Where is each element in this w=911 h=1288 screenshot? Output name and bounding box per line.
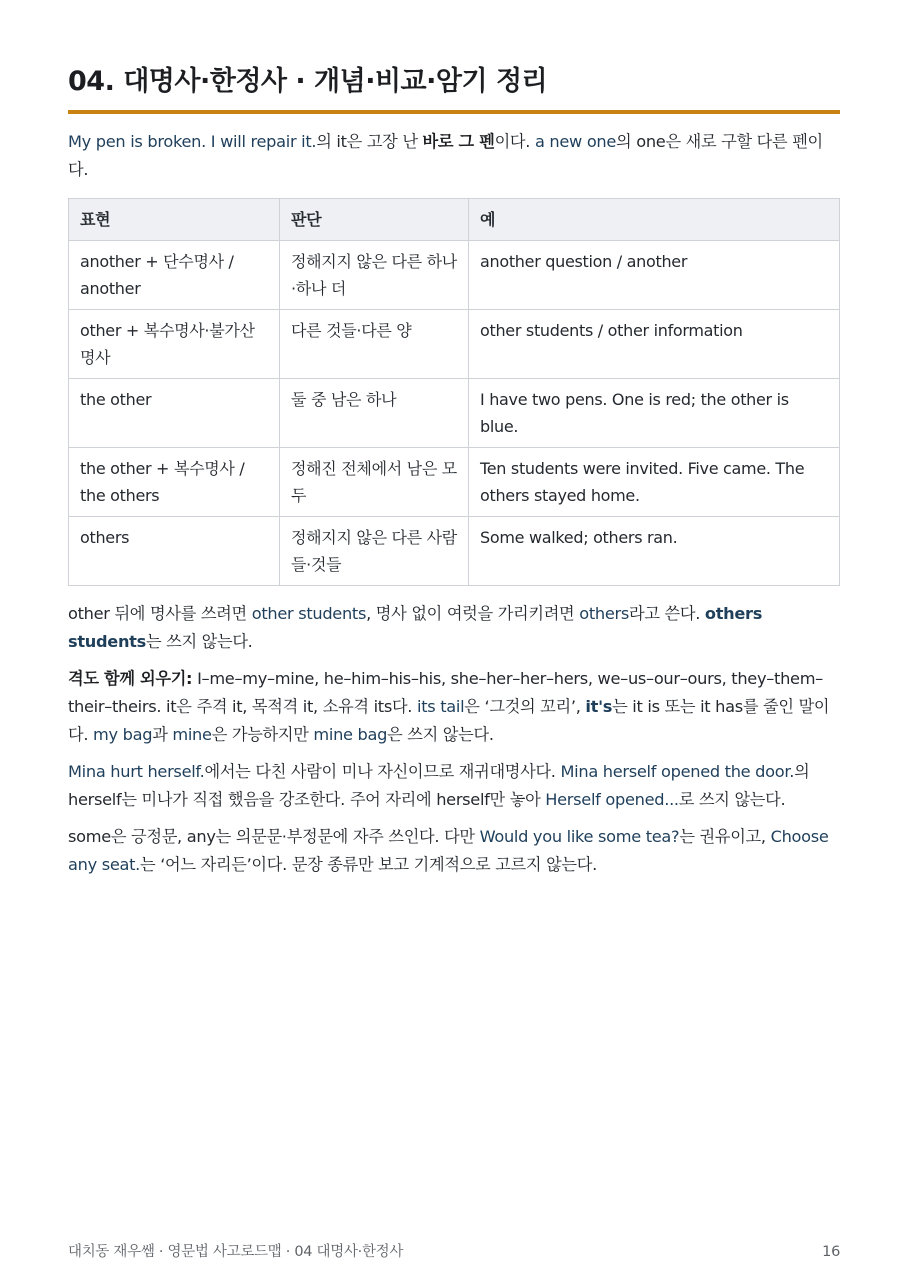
comparison-table — [68, 198, 840, 586]
example-sentence: Would you like some tea? — [479, 826, 680, 846]
column-header: 판단 — [280, 199, 469, 241]
intro-paragraph — [68, 128, 840, 184]
text: 과 — [152, 724, 173, 744]
table-cell: 둘 중 남은 하나 — [280, 378, 469, 447]
example-phrase: other students — [251, 603, 367, 623]
example-phrase: mine bag — [313, 724, 388, 744]
example-sentence: Mina hurt herself. — [68, 761, 205, 781]
table-cell: I have two pens. One is red; the other is blue. — [469, 378, 840, 447]
some-any-paragraph — [68, 823, 840, 879]
text: , 명사 없이 여럿을 가리키려면 — [366, 603, 580, 623]
text: 라고 쓴다. — [629, 603, 705, 623]
table-cell: other students / other information — [469, 309, 840, 378]
table-cell: another + 단수명사 / another — [69, 240, 280, 309]
footer-text: 대치동 재우쌤 · 영문법 사고로드맵 · 04 대명사·한정사 — [68, 1244, 404, 1260]
text: 은 쓰지 않는다. — [387, 724, 494, 744]
bold-term: 바로 그 펜 — [422, 132, 495, 151]
example-phrase: others — [579, 603, 629, 623]
reflexive-paragraph — [68, 758, 840, 814]
table-cell: the other + 복수명사 / the others — [69, 447, 280, 516]
table-cell: 정해진 전체에서 남은 모두 — [280, 447, 469, 516]
example-sentence: Mina herself opened the door. — [560, 761, 795, 781]
text: 의 one은 새로 구할 다른 펜이다. — [68, 132, 823, 179]
page-footer — [68, 1240, 840, 1264]
table-row — [69, 447, 840, 516]
page-title: 04. 대명사·한정사 · 개념·비교·암기 정리 — [68, 62, 840, 114]
bold-label: 격도 함께 외우기: — [68, 668, 193, 688]
table-row — [69, 378, 840, 447]
table-cell: other + 복수명사·불가산명사 — [69, 309, 280, 378]
other-others-paragraph — [68, 600, 840, 656]
table-cell: 다른 것들·다른 양 — [280, 309, 469, 378]
text: 는 ‘어느 자리든’이다. 문장 종류만 보고 기계적으로 고르지 않는다. — [140, 854, 597, 874]
example-sentence: My pen is broken. I will repair it. — [68, 132, 317, 151]
column-header: 표현 — [69, 199, 280, 241]
example-phrase: my bag — [93, 724, 153, 744]
table-row — [69, 240, 840, 309]
column-header: 예 — [469, 199, 840, 241]
text: 의 it은 고장 난 — [316, 132, 423, 151]
text: some은 긍정문, any는 의문문·부정문에 자주 쓰인다. 다만 — [68, 826, 480, 846]
example-phrase: a new one — [534, 132, 617, 151]
text: 은 ‘그것의 꼬리’, — [464, 696, 586, 716]
text: 로 쓰지 않는다. — [678, 789, 786, 809]
table-cell: Some walked; others ran. — [469, 516, 840, 585]
text: other 뒤에 명사를 쓰려면 — [68, 603, 252, 623]
text: 는 it is 또는 it has를 줄인 말이다. — [68, 696, 830, 744]
text: 에서는 다친 사람이 미나 자신이므로 재귀대명사다. — [204, 761, 561, 781]
example-phrase: it's — [585, 696, 613, 716]
table-cell: others — [69, 516, 280, 585]
example-phrase: Herself opened... — [545, 789, 679, 809]
table-header-row — [69, 199, 840, 241]
page-number: 16 — [822, 1244, 840, 1260]
table-cell: the other — [69, 378, 280, 447]
table-cell: Ten students were invited. Five came. The others stayed home. — [469, 447, 840, 516]
example-phrase: its tail — [417, 696, 465, 716]
text: 이다. — [494, 132, 535, 151]
example-phrase: mine — [172, 724, 212, 744]
table-row — [69, 309, 840, 378]
text: 의 herself는 미나가 직접 했음을 강조한다. 주어 자리에 herself만 놓아 — [68, 761, 810, 809]
example-phrase: others students — [68, 603, 763, 651]
text: I–me–my–mine, he–him–his–his, she–her–her–hers, we–us–our–ours, they–them–their–theirs. it은 주격 it, 목적격 it, 소유격 its다. — [68, 668, 823, 716]
text: 는 쓰지 않는다. — [145, 631, 253, 651]
text: 은 가능하지만 — [211, 724, 314, 744]
case-paragraph — [68, 665, 840, 749]
text: 는 권유이고, — [679, 826, 771, 846]
table-cell: 정해지지 않은 다른 사람들·것들 — [280, 516, 469, 585]
table-row — [69, 516, 840, 585]
table-cell: another question / another — [469, 240, 840, 309]
table-cell: 정해지지 않은 다른 하나·하나 더 — [280, 240, 469, 309]
example-sentence: Choose any seat. — [68, 826, 829, 874]
page-content — [68, 62, 840, 879]
